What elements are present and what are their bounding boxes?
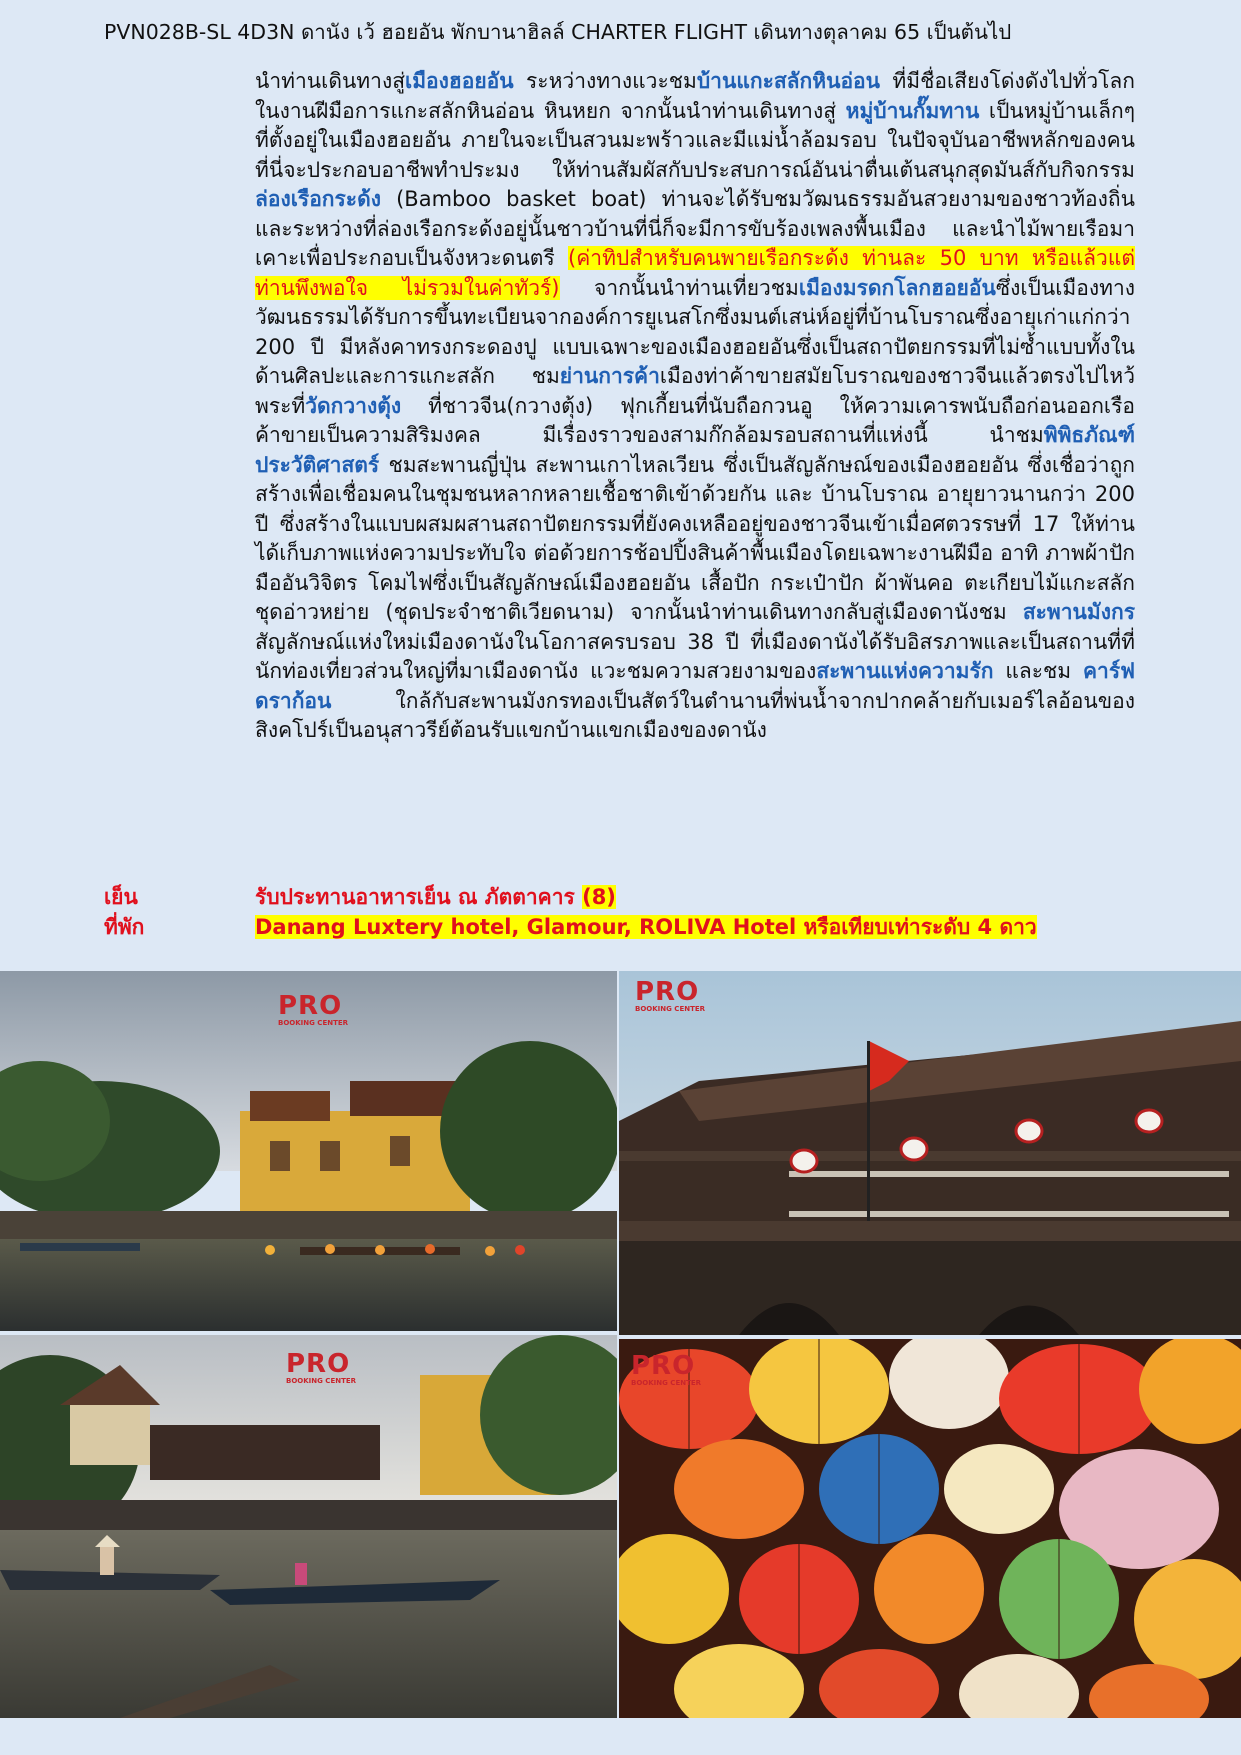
photo-lanterns	[619, 1339, 1241, 1718]
place-name: สะพานมังกร	[1022, 600, 1135, 624]
paragraph-text: ชมสะพานญี่ปุ่น สะพานเกาไหลเวียน ซึ่งเป็นสัญลักษณ์ของเมืองฮอยอัน ซึ่งเชื่อว่าถูกสร้างเพื่อเชื่อมคนในชุมชนหลากหลายเชื้อชาติเข้าด้วยกัน และ บ้านโบราณ อายุยาวนานกว่า 200 ปี ซึ่งสร้างในแบบผสมผสานสถาปัตยกรรมที่ยังคงเหลืออยู่ของชาวจีนเข้าเมื่อศตวรรษที่ 17 ให้ท่านได้เก็บภาพแห่งความประทับใจ ต่อด้วยการช้อปปิ้งสินค้าพื้นเมืองโดยเฉพาะงานฝีมือ อาทิ ภาพผ้าปักมืออันวิจิตร โคมไฟซึ่งเป็นสัญลักษณ์เมืองฮอยอัน เสื้อปัก กระเป๋าปัก ผ้าพันคอ ตะเกียบไม้แกะสลัก ชุดอ่าวหย่าย (ชุดประจำชาติเวียดนาม) จากนั้นนำท่านเดินทางกลับสู่เมืองดานังชม	[255, 452, 1135, 624]
document-header: PVN028B-SL 4D3N ดานัง เว้ ฮอยอัน พักบานาฮิลล์ CHARTER FLIGHT เดินทางตุลาคม 65 เป็นต้นไป	[104, 20, 1012, 44]
photo-japanese-bridge	[619, 971, 1241, 1335]
paragraph-text: ที่มีชื่อเสียงโด่งดังไปทั่วโลกในงานฝีมือการแกะสลักหินอ่อน หินหยก จากนั้นนำท่านเดินทางสู่	[255, 69, 1135, 123]
photo-hoian-riverside	[0, 971, 617, 1331]
photo-river-boats	[0, 1335, 617, 1718]
pro-booking-logo: PRO BOOKING CENTER	[635, 977, 706, 1013]
place-name: เมืองฮอยอัน	[405, 69, 514, 93]
place-name: พิพิธภัณฑ์ประวัติศาสตร์	[255, 423, 1135, 477]
paragraph-text: ที่ชาวจีน(กวางตุ้ง) ฟุกเกี้ยนที่นับถือกวนอู ให้ความเคารพนับถือก่อนออกเรือค้าขายเป็นความสิริมงคล มีเรื่องราวของสามก๊กล้อมรอบสถานที่แห่งนี้ นำชม	[255, 393, 1135, 447]
hotel-row	[104, 913, 1037, 942]
paragraph-text: ใกล้กับสะพานมังกรทองเป็นสัตว์ในตำนานที่พ่นน้ำจากปากคล้ายกับเมอร์ไลอ้อนของสิงคโปร์เป็นอนุสาวรีย์ต้อนรับแขกบ้านแขกเมืองของดานัง	[255, 688, 1135, 742]
paragraph-text: สัญลักษณ์แห่งใหม่เมืองดานังในโอกาสครบรอบ 38 ปี ที่เมืองดานังได้รับอิสรภาพและเป็นสถานที่ที่นักท่องเที่ยวส่วนใหญ่ที่มาเมืองดานัง แวะชมความสวยงามของ	[255, 629, 1135, 683]
place-name: สะพานแห่งความรัก	[816, 659, 994, 683]
pro-booking-logo: PRO BOOKING CENTER	[631, 1351, 702, 1387]
hotel-text: Danang Luxtery hotel, Glamour, ROLIVA Hotel หรือเทียบเท่าระดับ 4 ดาว	[255, 915, 1037, 939]
itinerary-paragraph	[255, 67, 1135, 746]
pro-booking-logo: PRO BOOKING CENTER	[278, 991, 349, 1027]
dinner-text: รับประทานอาหารเย็น ณ ภัตตาคาร	[255, 885, 575, 909]
place-name: หมู่บ้านกั๊มทาน	[845, 98, 980, 123]
place-name: ล่องเรือกระด้ง	[255, 187, 381, 211]
place-name: เมืองมรดกโลกฮอยอัน	[798, 275, 996, 300]
paragraph-text: และชม	[993, 659, 1083, 683]
paragraph-text: (Bamboo basket boat) ท่านจะได้รับชมวัฒนธรรมอันสวยงามของชาวท้องถิ่น และระหว่างที่ล่องเรือกระด้งอยู่นั้นชาวบ้านที่นี่ก็จะมีการขับร้องเพลงพื้นเมือง และนำไม้พายเรือมาเคาะเพื่อประกอบเป็นจังหวะดนตรี	[255, 187, 1135, 270]
tip-note: (ค่าทิปสำหรับคนพายเรือกระด้ง ท่านละ 50 บาท หรือแล้วแต่ท่านพึงพอใจ ไม่รวมในค่าทัวร์)	[255, 246, 1135, 300]
paragraph-text: จากนั้นนำท่านเที่ยวชม	[559, 275, 799, 300]
paragraph-text: นำท่านเดินทางสู่	[255, 69, 406, 93]
place-name: คาร์ฟดราก้อน	[255, 659, 1135, 713]
paragraph-text: เป็นหมู่บ้านเล็กๆ ที่ตั้งอยู่ในเมืองฮอยอัน ภายในจะเป็นสวนมะพร้าวและมีแม่น้ำล้อมรอบ ในปัจจุบันอาชีพหลักของคนที่นี่จะประกอบอาชีพทำประมง ให้ท่านสัมผัสกับประสบการณ์อันน่าตื่นเต้นสนุกสุดมันส์กับกิจกรรม	[255, 98, 1135, 182]
dinner-row	[104, 883, 616, 912]
meal-code: (8)	[582, 885, 616, 909]
hotel-label: ที่พัก	[104, 915, 145, 939]
paragraph-text: เมืองท่าค้าขายสมัยโบราณของชาวจีนแล้วตรงไปไหว้พระที่	[255, 364, 1135, 418]
place-name: วัดกวางตุ้ง	[305, 393, 402, 418]
paragraph-text: ระหว่างทางแวะชม	[513, 69, 697, 93]
dinner-label: เย็น	[104, 885, 138, 909]
place-name: ย่านการค้า	[559, 364, 660, 388]
place-name: บ้านแกะสลักหินอ่อน	[696, 69, 881, 93]
paragraph-text: ซึ่งเป็นเมืองทางวัฒนธรรมได้รับการขึ้นทะเบียนจากองค์การยูเนสโกซึ่งมนต์เสน่ห์อยู่ที่บ้านโบราณซึ่งอายุเก่าแก่กว่า 200 ปี มีหลังคาทรงกระดองปู แบบเฉพาะของเมืองฮอยอันซึ่งเป็นสถาปัตยกรรมที่ไม่ซ้ำแบบทั้งในด้านศิลปะและการแกะสลัก ชม	[255, 275, 1135, 388]
pro-booking-logo: PRO BOOKING CENTER	[286, 1349, 357, 1385]
